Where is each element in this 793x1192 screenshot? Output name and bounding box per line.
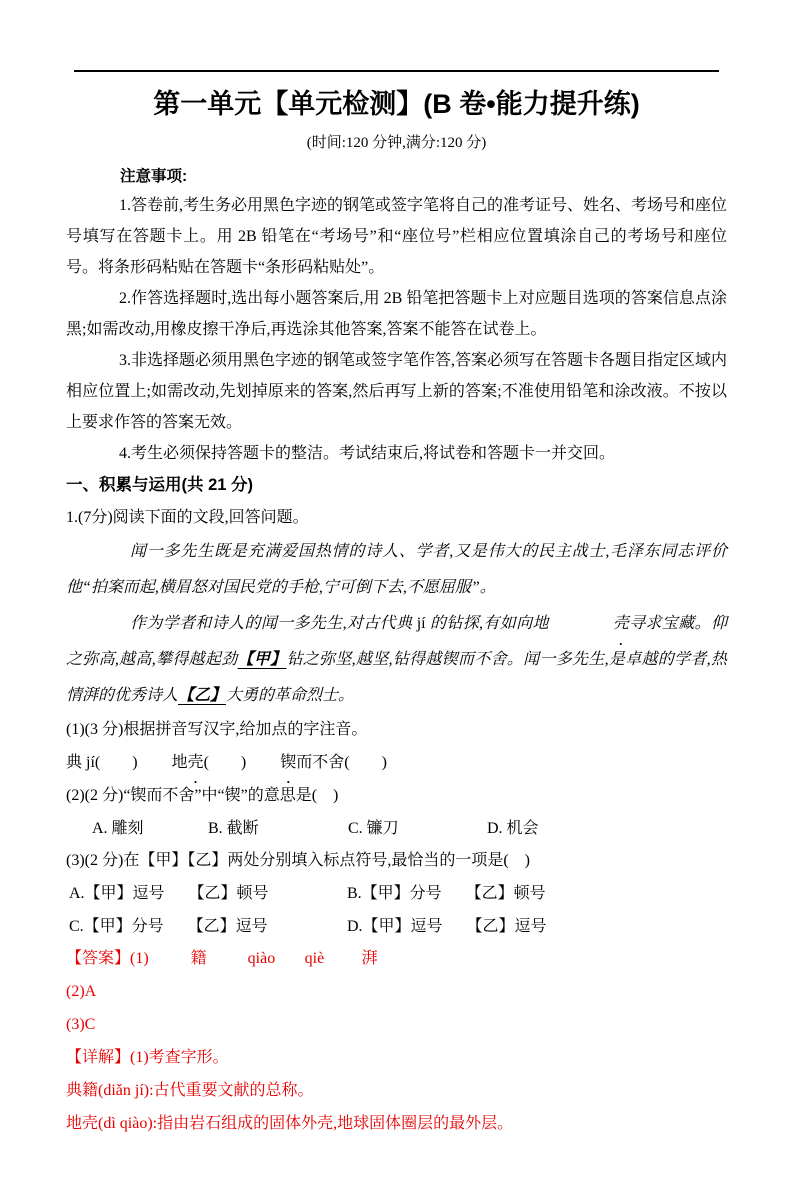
fill-item-text: 地 [171,754,188,771]
question-1-stem: 1.(7分)阅读下面的文段,回答问题。 [66,509,309,526]
explanation-label: 【详解】(1)考查字形。 [66,1049,229,1066]
exam-document-page [0,70,793,1192]
option-b: B.【甲】分号 【乙】顿号 [347,885,546,902]
option-a: A.【甲】逗号 【乙】顿号 [69,885,269,902]
explanation-line-1: 典籍(diǎn jí):古代重要文献的总称。 [66,1082,314,1099]
option-c: C.【甲】分号 【乙】逗号 [69,918,268,935]
sub-question-3-options-row-1 [66,877,727,910]
pinyin-blank: jí [416,615,426,632]
fill-item-dianji [66,754,138,771]
dotted-char-qie: 锲 [280,754,297,771]
fill-item-text: ( ) [203,754,247,771]
answer-item: qiè [304,950,325,967]
sub-question-2-options [66,812,727,845]
dotted-char-qiao: 壳 [612,615,629,632]
sub-question-3-stem: (3)(2 分)在【甲】【乙】两处分别填入标点符号,最恰当的一项是( ) [66,852,530,869]
section-heading: 一、积累与运用(共 21 分) [66,476,254,494]
notice-item-4: 4.考生必须保持答题卡的整洁。考试结束后,将试卷和答题卡一并交回。 [119,445,616,462]
document-title: 第一单元【单元检测】(B 卷•能力提升练) [153,89,640,119]
answer-item: qiào [247,950,276,967]
passage-paragraph-1: 闻一多先生既是充满爱国热情的诗人、学者,又是伟大的民主战士,毛泽东同志评价他“拍案而起,横眉怒对国民党的手枪,宁可倒下去,不愿屈服”。 [66,543,727,596]
answer-line-3: (3)C [66,1016,96,1033]
passage-paragraph-2 [66,606,727,714]
sub-question-3-options-row-2 [66,910,727,943]
explanation-line-2: 地壳(dì qiào):指由岩石组成的固体外壳,地球固体圈层的最外层。 [66,1115,514,1132]
passage-segment: 寻求宝藏。仰之弥高,越高,攀得越起劲 [66,615,727,668]
fill-item-qieerbushe [280,754,387,771]
notice-item-2: 2.作答选择题时,选出每小题答案后,用 2B 铅笔把答题卡上对应题目选项的答案信息点涂黑;如需改动,用橡皮擦干净后,再选涂其他答案,答案不能答在试卷上。 [66,290,727,338]
answer-item: 湃 [361,950,378,967]
fill-item-diqiao [172,754,247,771]
passage-segment: 的钻探,有如向地 [425,615,549,632]
answer-item: 籍 [190,950,207,967]
answer-line-1 [66,943,727,975]
header-rule [74,70,719,72]
document-subtitle: (时间:120 分钟,满分:120 分) [306,135,487,151]
passage-segment: 作为学者和诗人的闻一多先生,对古代典 [130,615,417,632]
bracket-mark-jia: 【甲】 [237,651,287,668]
bracket-mark-yi: 【乙】 [178,687,227,704]
notice-item-1: 1.答卷前,考生务必用黑色字迹的钢笔或签字笔将自己的准考证号、姓名、考场号和座位号填写在答题卡上。用 2B 铅笔在“考场号”和“座位号”栏相应位置填涂自己的考场号和座位号。将条形码粘贴在答题卡“条形码粘贴处”。 [66,197,728,276]
dotted-char-qiao: 壳 [187,754,204,771]
answer-line-2: (2)A [66,983,97,1000]
option-c: C. 镰刀 [348,820,399,837]
option-d: D. 机会 [487,820,539,837]
notice-heading: 注意事项: [120,168,188,185]
sub-question-1-stem: (1)(3 分)根据拼音写汉字,给加点的字注音。 [66,721,368,738]
option-d: D.【甲】逗号 【乙】逗号 [347,918,547,935]
pinyin-fill-items [66,746,727,780]
answer-label: 【答案】(1) [66,950,149,967]
fill-item-text: 而不舍( ) [296,754,387,771]
sub-question-2-stem: (2)(2 分)“锲而不舍”中“锲”的意思是( ) [66,787,339,804]
option-b: B. 截断 [208,820,259,837]
fill-item-text: 典 jí( ) [66,754,138,771]
option-a: A. 雕刻 [92,820,144,837]
notice-item-3: 3.非选择题必须用黑色字迹的钢笔或签字笔作答,答案必须写在答题卡各题目指定区域内相应位置上;如需改动,先划掉原来的答案,然后再写上新的答案;不准使用铅笔和涂改液。不按以上要求作答的答案无效。 [66,352,728,431]
passage-segment: 钻之弥坚,越坚,钻得越锲而不舍。闻一多先生,是卓越的学者,热情湃的优秀诗人 [66,651,727,704]
passage-segment: 大勇的革命烈士。 [226,687,355,704]
